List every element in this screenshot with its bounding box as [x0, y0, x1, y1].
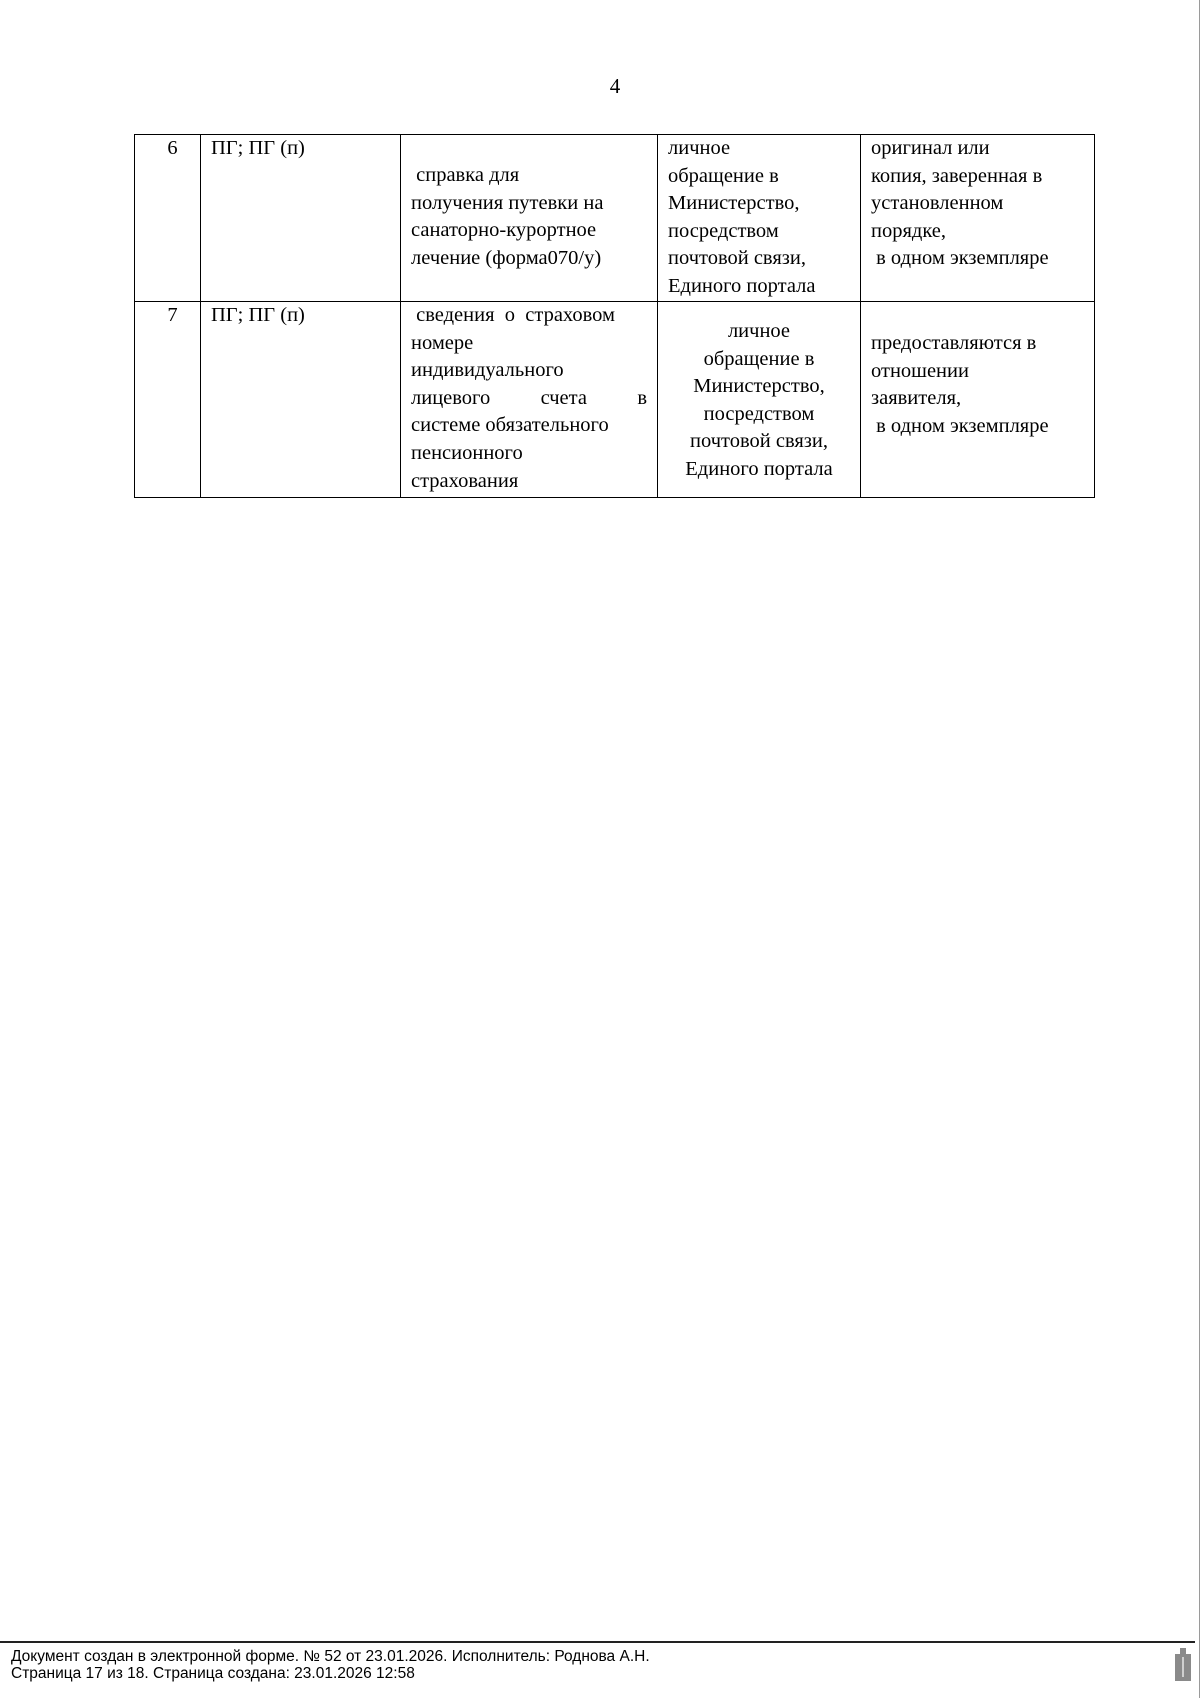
form-line: порядке, [871, 219, 947, 242]
word: в [637, 386, 647, 409]
method-line: Единого портала [668, 274, 816, 297]
footer-info [11, 1648, 650, 1682]
document-line: лечение (форма070/у) [411, 246, 602, 269]
submission-method [658, 135, 861, 302]
applicant-category: ПГ; ПГ (п) [201, 135, 401, 302]
footer-line: Документ создан в электронной форме. № 52 от 23.01.2026. Исполнитель: Роднова А.Н. [11, 1648, 650, 1665]
method-line: Единого портала [685, 457, 833, 480]
method-line: посредством [668, 219, 779, 242]
row-number: 7 [135, 302, 201, 498]
row-number: 6 [135, 135, 201, 302]
method-line: почтовой связи, [668, 247, 806, 270]
method-line: обращение в [668, 164, 779, 187]
document-line-justified [411, 385, 647, 413]
method-line: Министерство, [693, 375, 825, 398]
document-name [401, 135, 658, 302]
document-line: получения путевки на [411, 191, 604, 214]
page-number: 4 [609, 74, 621, 98]
document-line: сведения о страховом [411, 304, 616, 326]
submission-method [658, 302, 861, 498]
word: счета [540, 386, 587, 409]
document-line: индивидуального [411, 359, 564, 382]
footer-divider [0, 1641, 1195, 1643]
form-line: оригинал или [871, 137, 990, 159]
table-row [135, 302, 1095, 498]
applicant-category: ПГ; ПГ (п) [201, 302, 401, 498]
document-line: страхования [411, 469, 519, 492]
word: лицевого [411, 386, 491, 409]
method-line: личное [727, 320, 791, 342]
method-line: личное [668, 137, 731, 159]
document-form [861, 135, 1095, 302]
document-form [861, 302, 1095, 498]
form-line: установленном [871, 192, 1004, 215]
document-line: пенсионного [411, 441, 523, 464]
method-line: почтовой связи, [690, 430, 828, 453]
document-line: номере [411, 331, 474, 354]
table-row [135, 135, 1095, 302]
document-line: системе обязательного [411, 414, 609, 437]
document-line: санаторно-курортное [411, 219, 597, 242]
form-line: заявителя, [871, 387, 962, 410]
method-line: Министерство, [668, 192, 800, 215]
form-line: копия, заверенная в [871, 164, 1043, 187]
document-name [401, 302, 658, 498]
method-line: посредством [703, 402, 815, 425]
method-line: обращение в [703, 347, 815, 370]
document-line: справка для [411, 164, 520, 186]
documents-table [134, 134, 1095, 498]
emblem-icon [1174, 1648, 1192, 1682]
form-line: в одном экземпляре [871, 414, 1049, 437]
footer-line: Страница 17 из 18. Страница создана: 23.01.2026 12:58 [11, 1665, 415, 1682]
form-line: предоставляются в [871, 332, 1037, 354]
form-line: отношении [871, 359, 969, 382]
form-line: в одном экземпляре [871, 247, 1049, 270]
